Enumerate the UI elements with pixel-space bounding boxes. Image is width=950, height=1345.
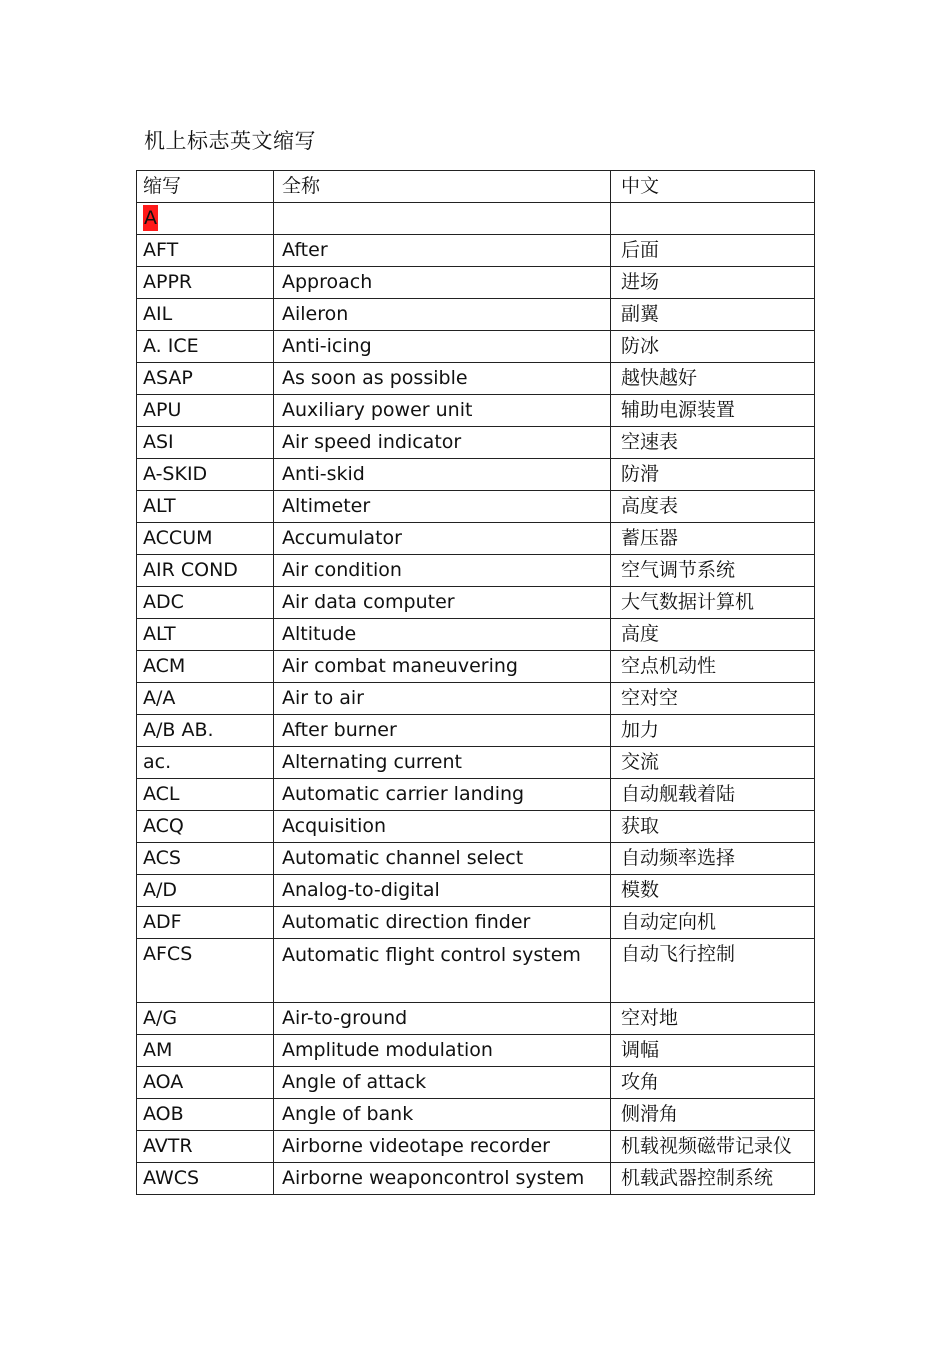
table-row [137,331,815,363]
abbr-cell: ASI [137,427,274,459]
abbr-cell: AVTR [137,1131,274,1163]
chinese-cell: 防冰 [611,331,815,363]
table-row [137,363,815,395]
header-row [137,171,815,203]
full-name-cell: Automatic flight control system [274,939,611,1003]
header-cn: 中文 [611,171,815,203]
table-row [137,811,815,843]
abbr-cell: ASAP [137,363,274,395]
abbr-cell: ACCUM [137,523,274,555]
abbr-cell: ACS [137,843,274,875]
full-name-cell: Air-to-ground [274,1003,611,1035]
full-name-cell: Anti-icing [274,331,611,363]
full-name-cell: Accumulator [274,523,611,555]
full-name-cell: Altimeter [274,491,611,523]
abbr-cell: ALT [137,619,274,651]
table-row [137,491,815,523]
table-row [137,427,815,459]
abbr-cell: AWCS [137,1163,274,1195]
table-row [137,299,815,331]
abbreviation-table [136,170,815,1195]
section-row [137,203,815,235]
full-name-cell: Acquisition [274,811,611,843]
chinese-cell: 模数 [611,875,815,907]
table-row [137,1099,815,1131]
abbr-cell: ACL [137,779,274,811]
full-name-cell: Auxiliary power unit [274,395,611,427]
full-name-cell: Airborne weaponcontrol system [274,1163,611,1195]
abbr-cell: A/D [137,875,274,907]
chinese-cell: 机载武器控制系统 [611,1163,815,1195]
full-name-cell: Automatic direction finder [274,907,611,939]
abbr-cell: APPR [137,267,274,299]
chinese-cell: 后面 [611,235,815,267]
table-row [137,939,815,1003]
abbr-cell: ADC [137,587,274,619]
full-name-cell: Airborne videotape recorder [274,1131,611,1163]
chinese-cell: 空速表 [611,427,815,459]
chinese-cell: 防滑 [611,459,815,491]
full-name-cell: Aileron [274,299,611,331]
full-name-cell: Air to air [274,683,611,715]
abbr-cell: ACQ [137,811,274,843]
abbr-cell: ACM [137,651,274,683]
chinese-cell: 加力 [611,715,815,747]
table-row [137,651,815,683]
full-name-cell: Alternating current [274,747,611,779]
abbr-cell: AFCS [137,939,274,1003]
full-name-cell: Analog-to-digital [274,875,611,907]
abbr-cell: A/B AB. [137,715,274,747]
table-row [137,715,815,747]
table-row [137,1131,815,1163]
abbr-cell: AM [137,1035,274,1067]
section-letter: A [144,207,157,229]
table-row [137,779,815,811]
chinese-cell: 越快越好 [611,363,815,395]
full-name-cell: Automatic channel select [274,843,611,875]
chinese-cell: 高度表 [611,491,815,523]
table-row [137,587,815,619]
table-row [137,1035,815,1067]
table-row [137,395,815,427]
chinese-cell: 空对地 [611,1003,815,1035]
table-row [137,1067,815,1099]
chinese-cell: 获取 [611,811,815,843]
chinese-cell: 交流 [611,747,815,779]
full-name-cell: Automatic carrier landing [274,779,611,811]
table-row [137,555,815,587]
table-row [137,619,815,651]
table-body [137,171,815,1195]
chinese-cell: 侧滑角 [611,1099,815,1131]
abbr-cell: A/G [137,1003,274,1035]
abbr-cell: AIL [137,299,274,331]
table-row [137,747,815,779]
chinese-cell: 空对空 [611,683,815,715]
table-row [137,843,815,875]
full-name-cell: After [274,235,611,267]
table-row [137,875,815,907]
table-row [137,459,815,491]
chinese-cell: 进场 [611,267,815,299]
header-full: 全称 [274,171,611,203]
chinese-cell: 大气数据计算机 [611,587,815,619]
abbr-cell: A-SKID [137,459,274,491]
section-cell [137,203,274,235]
full-name-cell: Air data computer [274,587,611,619]
chinese-cell: 高度 [611,619,815,651]
full-name-cell: Angle of bank [274,1099,611,1131]
table-row [137,235,815,267]
chinese-cell: 机载视频磁带记录仪 [611,1131,815,1163]
table-row [137,1003,815,1035]
chinese-cell: 自动舰载着陆 [611,779,815,811]
abbr-cell: APU [137,395,274,427]
full-name-cell: As soon as possible [274,363,611,395]
chinese-cell: 蓄压器 [611,523,815,555]
chinese-cell: 自动频率选择 [611,843,815,875]
table-row [137,267,815,299]
chinese-cell: 副翼 [611,299,815,331]
chinese-cell: 辅助电源装置 [611,395,815,427]
full-name-cell: Air speed indicator [274,427,611,459]
abbr-cell: A. ICE [137,331,274,363]
table-row [137,523,815,555]
chinese-cell: 攻角 [611,1067,815,1099]
table-row [137,907,815,939]
full-name-cell: Altitude [274,619,611,651]
full-name-cell: Angle of attack [274,1067,611,1099]
chinese-cell: 自动定向机 [611,907,815,939]
chinese-cell: 空气调节系统 [611,555,815,587]
full-name-cell: Approach [274,267,611,299]
chinese-cell: 自动飞行控制 [611,939,815,1003]
section-empty-cell [274,203,611,235]
section-empty-cell [611,203,815,235]
abbr-cell: A/A [137,683,274,715]
full-name-cell: Air combat maneuvering [274,651,611,683]
abbr-cell: AIR COND [137,555,274,587]
table-row [137,1163,815,1195]
abbr-cell: ALT [137,491,274,523]
abbr-cell: AFT [137,235,274,267]
full-name-cell: After burner [274,715,611,747]
abbr-cell: AOA [137,1067,274,1099]
full-name-cell: Anti-skid [274,459,611,491]
full-name-cell: Amplitude modulation [274,1035,611,1067]
header-abbr: 缩写 [137,171,274,203]
chinese-cell: 调幅 [611,1035,815,1067]
table-row [137,683,815,715]
full-name-cell: Air condition [274,555,611,587]
abbr-cell: AOB [137,1099,274,1131]
chinese-cell: 空点机动性 [611,651,815,683]
abbr-cell: ADF [137,907,274,939]
page-title: 机上标志英文缩写 [144,129,316,153]
abbr-cell: ac. [137,747,274,779]
